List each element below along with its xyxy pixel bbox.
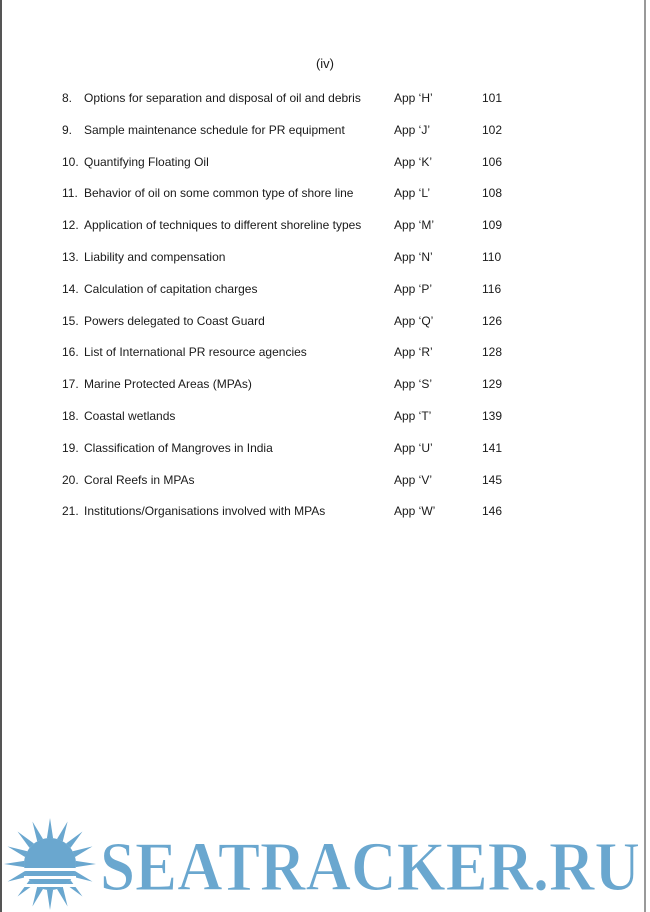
table-of-contents [62,90,522,535]
toc-entry-appendix: App ‘V’ [394,472,433,487]
toc-entry-title: Powers delegated to Coast Guard [84,313,265,328]
toc-entry-number: 14. [62,281,79,296]
watermark-text: SEATRACKER.RU [100,829,640,906]
toc-entry-number: 13. [62,249,79,264]
toc-entry-number: 15. [62,313,79,328]
seatracker-watermark [0,812,650,912]
toc-entry-title: Classification of Mangroves in India [84,440,273,455]
toc-entry-number: 21. [62,504,79,519]
toc-entry-page: 106 [482,154,503,169]
toc-entry-appendix: App ‘L’ [394,186,431,201]
toc-entry-number: 10. [62,154,79,169]
page-number: (iv) [315,56,335,71]
toc-entry [62,313,522,345]
toc-entry-appendix: App ‘R’ [394,345,433,360]
toc-entry-number: 8. [62,91,73,105]
toc-entry-number: 20. [62,472,79,487]
toc-entry-page: 109 [482,218,503,233]
toc-entry-page: 141 [482,440,503,455]
toc-entry-title: Sample maintenance schedule for PR equipment [84,122,345,137]
toc-entry-page: 101 [482,91,503,105]
toc-entry-title: Behavior of oil on some common type of shore line [84,186,354,201]
toc-entry-appendix: App ‘S’ [394,377,433,392]
toc-entry-title: Coral Reefs in MPAs [84,472,195,487]
toc-entry [62,217,522,249]
toc-entry-page: 108 [482,186,503,201]
toc-entry-title: Calculation of capitation charges [84,281,258,296]
toc-entry-title: Institutions/Organisations involved with MPAs [84,504,326,519]
toc-entry-title: Options for separation and disposal of oil and debris [84,91,361,105]
toc-entry-appendix: App ‘U’ [394,440,433,455]
toc-entry-number: 9. [62,122,73,137]
toc-entry-appendix: App ‘P’ [394,281,433,296]
sun-logo-icon [4,818,96,910]
toc-entry-appendix: App ‘J’ [394,122,431,137]
toc-entry-appendix: App ‘K’ [394,154,433,169]
toc-entry [62,503,522,535]
toc-entry [62,249,522,281]
toc-entry-appendix: App ‘M’ [394,218,435,233]
toc-entry-title: Coastal wetlands [84,408,176,423]
toc-entry-title: List of International PR resource agencies [84,345,307,360]
toc-entry-title: Liability and compensation [84,249,226,264]
toc-entry-number: 11. [62,186,78,201]
toc-entry-title: Marine Protected Areas (MPAs) [84,377,252,392]
toc-entry-page: 146 [482,504,503,519]
toc-entry-page: 116 [482,281,502,296]
toc-entry-appendix: App ‘Q’ [394,313,434,328]
toc-entry-page: 126 [482,313,503,328]
toc-entry [62,122,522,154]
toc-entry-page: 139 [482,408,503,423]
toc-entry-page: 145 [482,472,503,487]
toc-entry [62,90,522,122]
toc-entry-appendix: App ‘W’ [394,504,436,519]
toc-entry [62,154,522,186]
toc-entry [62,440,522,472]
toc-entry-number: 19. [62,440,79,455]
toc-entry-number: 16. [62,345,79,360]
toc-entry-number: 17. [62,377,79,392]
toc-entry [62,376,522,408]
toc-entry [62,472,522,504]
toc-entry-page: 102 [482,122,503,137]
toc-entry-page: 128 [482,345,503,360]
toc-entry-title: Quantifying Floating Oil [84,154,209,169]
toc-entry-appendix: App ‘H’ [394,91,433,105]
toc-entry-number: 12. [62,218,79,233]
toc-entry-page: 110 [482,249,502,264]
toc-entry-appendix: App ‘T’ [394,408,432,423]
toc-entry-title: Application of techniques to different shoreline types [84,218,362,233]
toc-entry-page: 129 [482,377,503,392]
toc-entry-number: 18. [62,408,79,423]
toc-entry [62,408,522,440]
toc-entry [62,344,522,376]
toc-entry [62,185,522,217]
toc-entry [62,281,522,313]
toc-entry-appendix: App ‘N’ [394,249,433,264]
